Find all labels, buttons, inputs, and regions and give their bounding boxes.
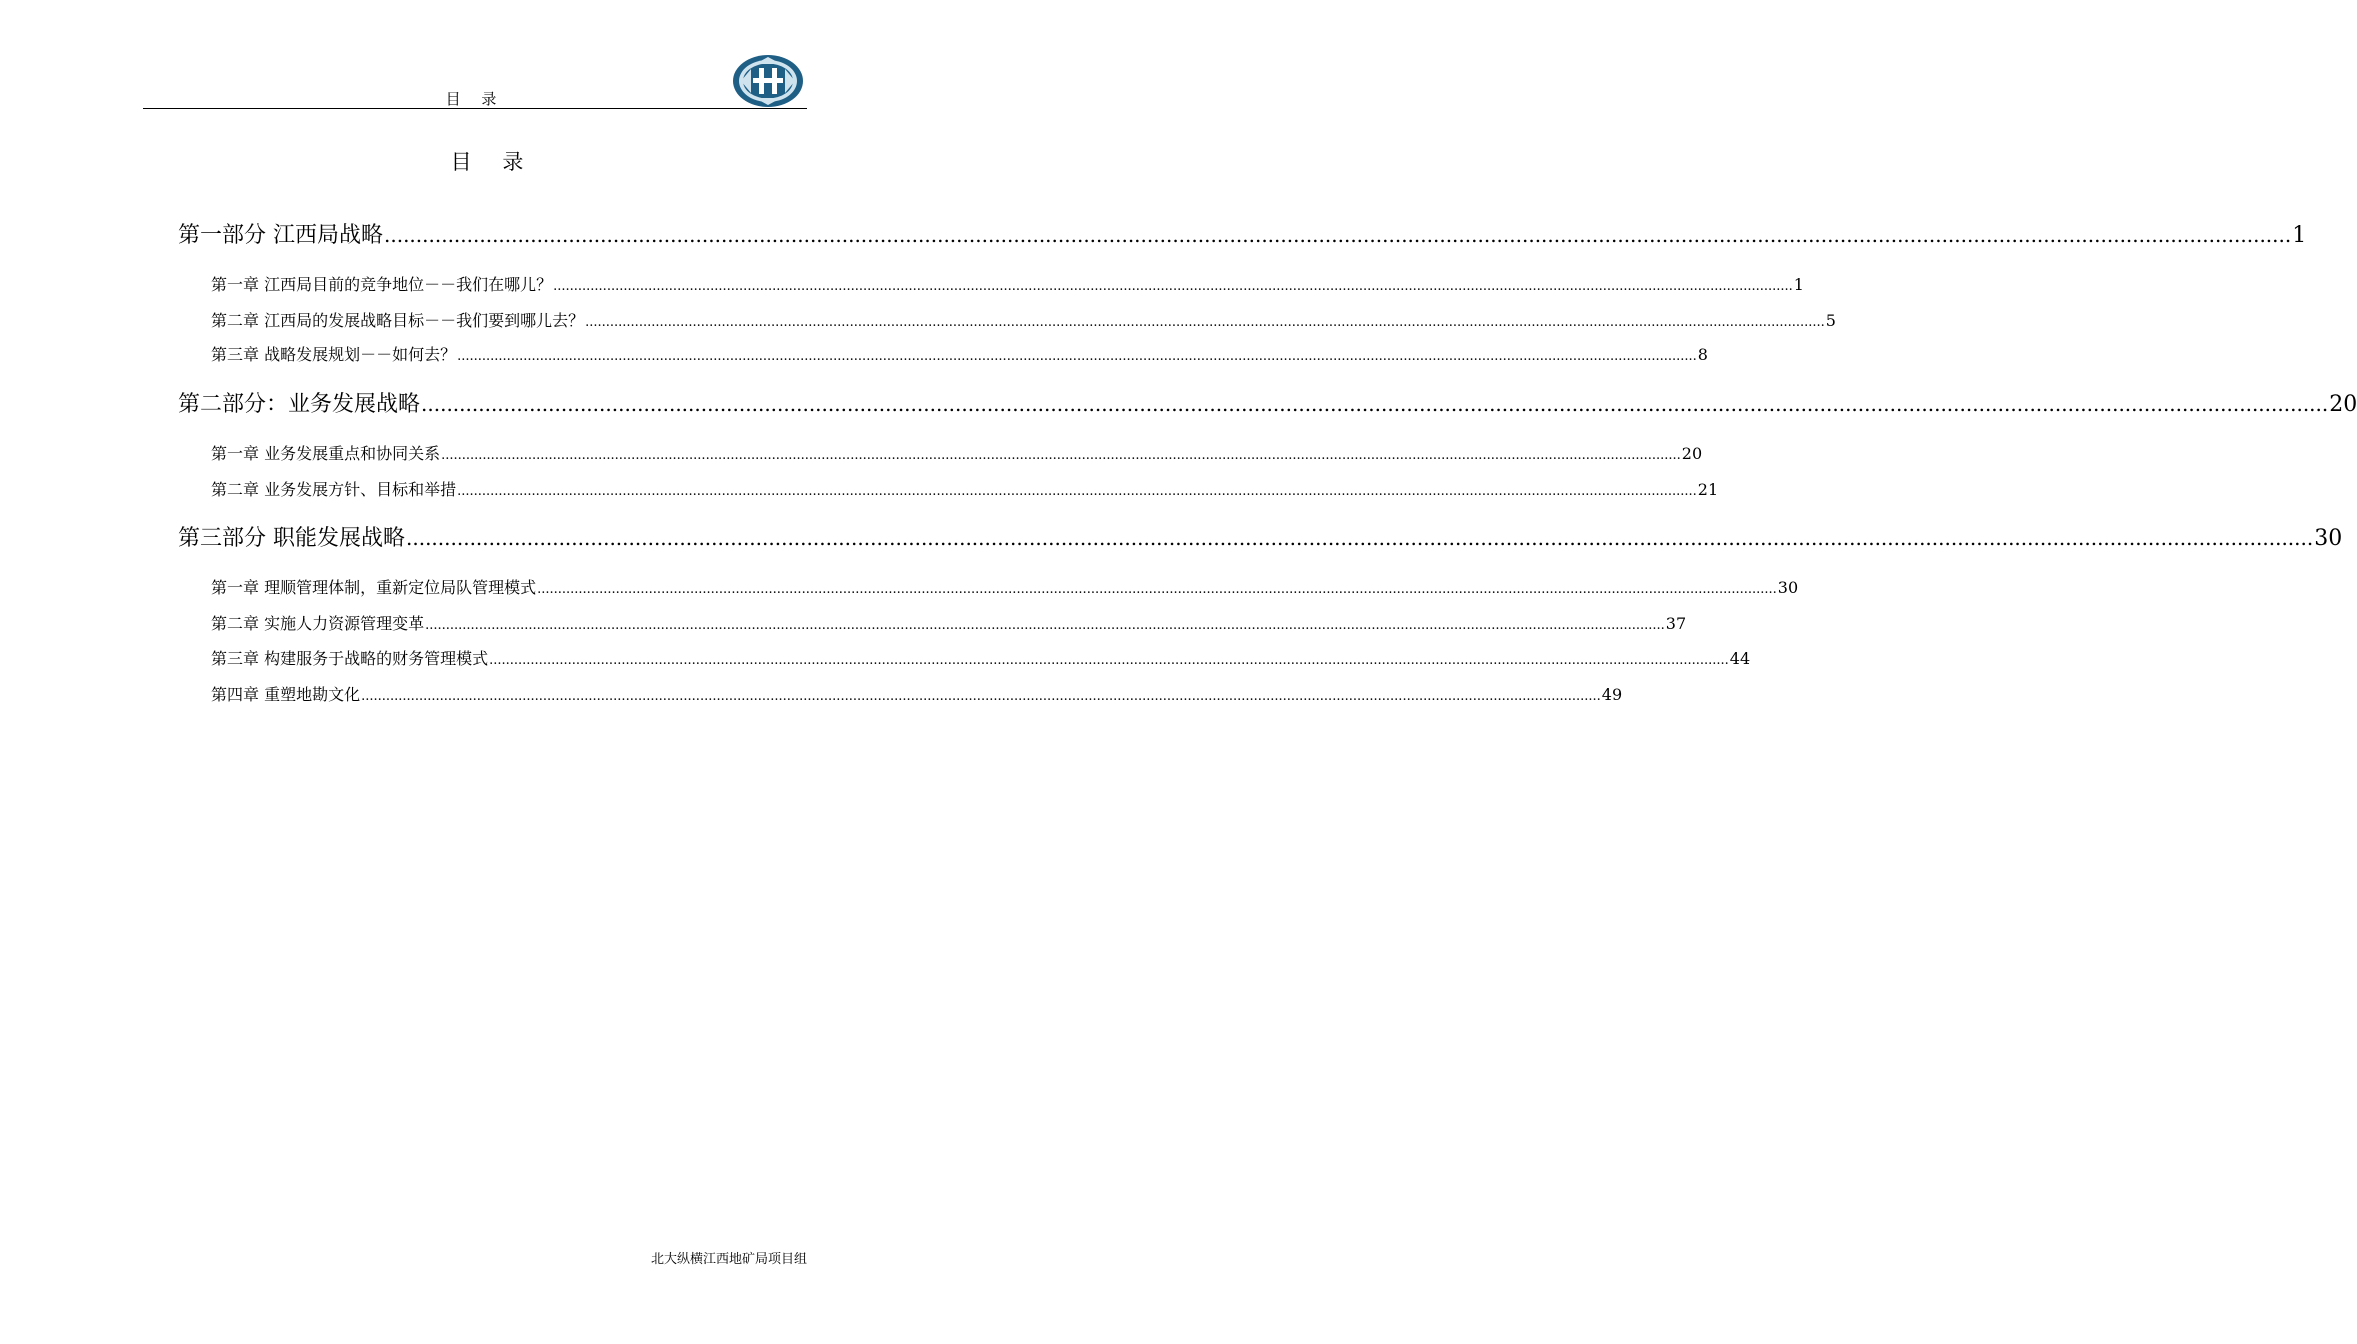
toc-chapter-label: 第一章 业务发展重点和协同关系 [211, 444, 441, 463]
toc-leader: ............................................................................................................................................................................................................................................................................................................ [537, 582, 1777, 597]
toc-chapter-2-1[interactable] [211, 443, 1703, 465]
header-title: 目 录 [445, 90, 505, 108]
toc-part-1-label: 第一部分 江西局战略 [178, 223, 383, 248]
toc-leader: ............................................................................................................................................................................................................................................................................................................ [457, 349, 1697, 364]
toc-chapter-3-3[interactable] [211, 648, 1751, 670]
toc-part-2[interactable] [178, 389, 2357, 419]
toc-chapter-2-2[interactable] [211, 479, 1719, 501]
toc-chapter-3-1[interactable] [211, 577, 1799, 599]
toc-chapter-label: 第二章 业务发展方针、目标和举措 [211, 480, 457, 499]
toc-chapter-3-4[interactable] [211, 684, 1623, 706]
toc-chapter-label: 第一章 江西局目前的竞争地位－－我们在哪儿？ [211, 275, 553, 294]
company-logo-icon [731, 53, 805, 109]
toc-chapter-label: 第一章 理顺管理体制，重新定位局队管理模式 [211, 578, 537, 597]
toc-chapter-page: 21 [1697, 480, 1719, 499]
toc-title: 目 录 [450, 150, 536, 174]
toc-chapter-label: 第二章 实施人力资源管理变革 [211, 614, 425, 633]
toc-chapter-label: 第二章 江西局的发展战略目标－－我们要到哪儿去？ [211, 311, 585, 330]
toc-chapter-page: 8 [1697, 345, 1708, 364]
toc-chapter-page: 37 [1665, 614, 1687, 633]
toc-chapter-1-2[interactable] [211, 310, 1836, 332]
toc-chapter-label: 第四章 重塑地勘文化 [211, 685, 361, 704]
toc-chapter-page: 49 [1601, 685, 1623, 704]
toc-leader: ............................................................................................................................................................................................................................................................................................................ [553, 279, 1793, 294]
toc-leader: ............................................................................................................................................................................................................................................................................................................ [425, 618, 1665, 633]
toc-leader: ............................................................................................................................................................................................................................................................................................................ [585, 315, 1825, 330]
toc-chapter-page: 5 [1825, 311, 1836, 330]
toc-leader: ............................................................................................................................................................................................................................................................................................................ [457, 484, 1697, 499]
toc-chapter-page: 44 [1729, 649, 1751, 668]
toc-chapter-page: 20 [1681, 444, 1703, 463]
toc-chapter-label: 第三章 构建服务于战略的财务管理模式 [211, 649, 489, 668]
toc-chapter-label: 第三章 战略发展规划－－如何去？ [211, 345, 457, 364]
toc-leader: ............................................................................................................................................................................................................................................................................................................ [489, 653, 1729, 668]
toc-leader: ............................................................................................................................................................................................................................................................................................................ [384, 223, 2292, 247]
toc-part-1[interactable] [178, 220, 2307, 250]
footer-text: 北大纵横江西地矿局项目组 [650, 1252, 807, 1267]
toc-part-2-label: 第二部分：业务发展战略 [178, 392, 421, 417]
toc-chapter-1-3[interactable] [211, 344, 1708, 366]
toc-leader: ............................................................................................................................................................................................................................................................................................................ [421, 392, 2329, 416]
toc-leader: ............................................................................................................................................................................................................................................................................................................ [441, 448, 1681, 463]
toc-part-1-page: 1 [2292, 223, 2307, 248]
toc-leader: ............................................................................................................................................................................................................................................................................................................ [361, 689, 1601, 704]
toc-chapter-3-2[interactable] [211, 613, 1687, 635]
toc-part-3-page: 30 [2314, 526, 2343, 551]
toc-chapter-1-1[interactable] [211, 274, 1804, 296]
header-rule [143, 108, 807, 109]
toc-chapter-page: 30 [1777, 578, 1799, 597]
toc-chapter-page: 1 [1793, 275, 1804, 294]
toc-part-3-label: 第三部分 职能发展战略 [178, 526, 405, 551]
toc-part-2-page: 20 [2329, 392, 2357, 417]
toc-leader: ............................................................................................................................................................................................................................................................................................................ [406, 526, 2314, 550]
toc-part-3[interactable] [178, 523, 2343, 553]
